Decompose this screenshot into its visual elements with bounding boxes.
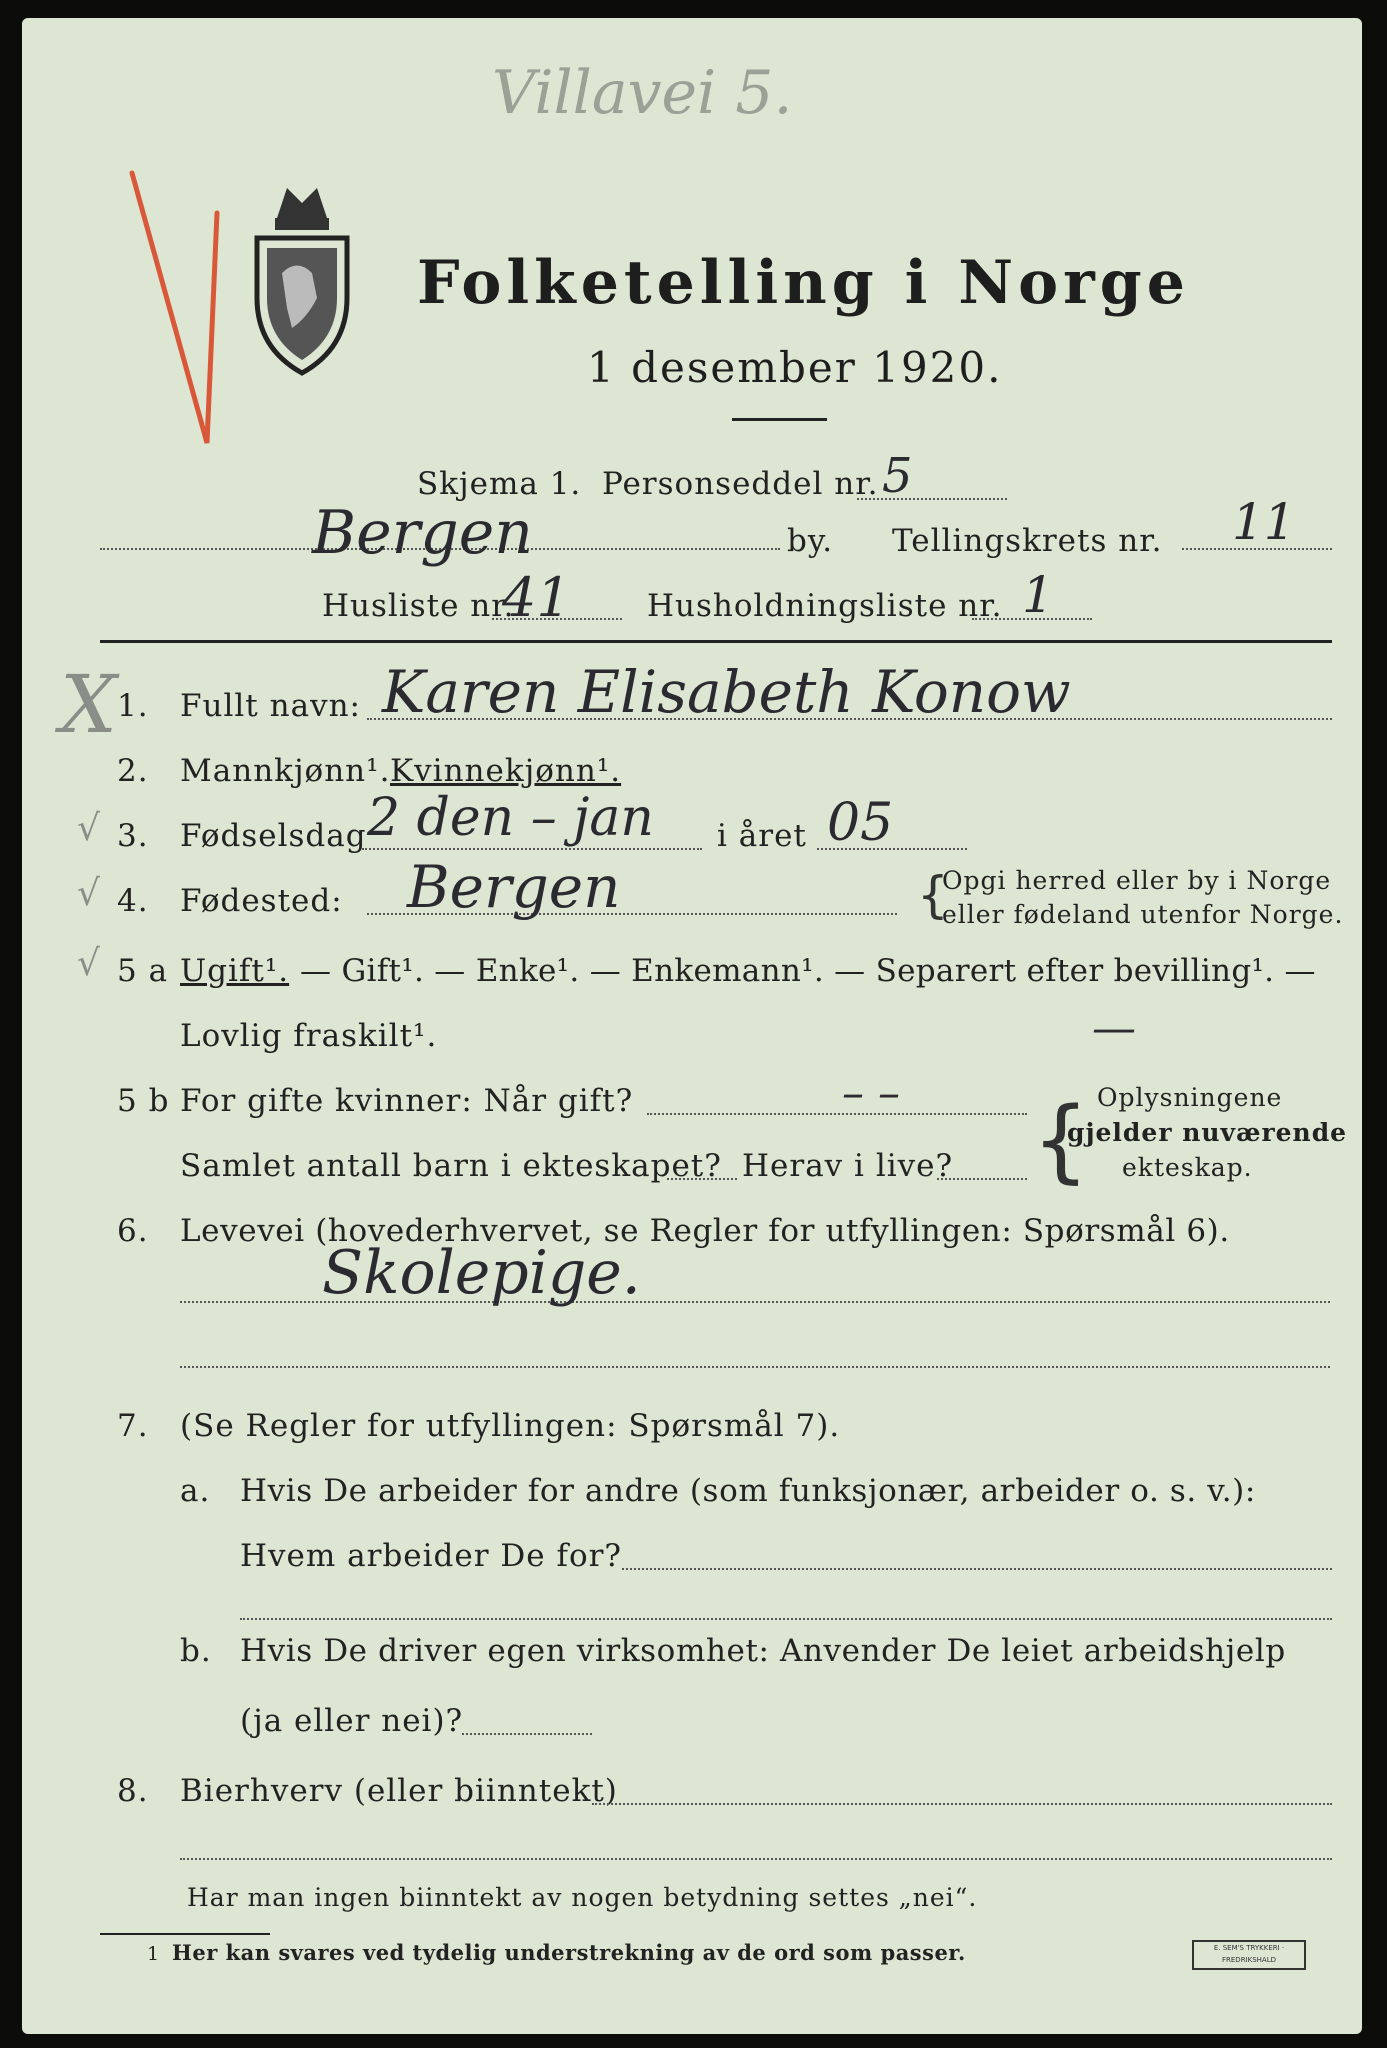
help-line xyxy=(462,1733,592,1735)
ugift-option-underlined[interactable]: Ugift¹. xyxy=(180,953,290,989)
q7b-text: Hvis De driver egen virksomhet: Anvender De leiet arbeidshjelp xyxy=(240,1633,1286,1669)
address-annotation: Villavei 5. xyxy=(492,58,793,128)
q5b-label-1: For gifte kvinner: Når gift? xyxy=(180,1083,634,1119)
q7a-text: Hvis De arbeider for andre (som funksjonær, arbeider o. s. v.): xyxy=(240,1473,1256,1509)
title-divider xyxy=(732,418,827,421)
personseddel-value[interactable]: 5 xyxy=(882,448,913,504)
footer-note: Har man ingen biinntekt av nogen betydning settes „nei“. xyxy=(187,1883,978,1912)
q7b-question: (ja eller nei)? xyxy=(240,1703,464,1739)
occupation-line-2 xyxy=(180,1366,1330,1368)
footnote-text: Her kan svares ved tydelig understrekning av de ord som passer. xyxy=(172,1940,966,1965)
year-label: i året xyxy=(717,818,807,854)
employer-line-1 xyxy=(622,1568,1332,1570)
birthplace-value[interactable]: Bergen xyxy=(407,853,621,921)
q7a-question: Hvem arbeider De for? xyxy=(240,1538,623,1574)
q3-label: Fødselsdag xyxy=(180,818,367,854)
q5b-note-1: Oplysningene xyxy=(1097,1083,1283,1112)
q7b-letter: b. xyxy=(180,1633,212,1669)
alive-line xyxy=(937,1178,1027,1180)
husliste-label: Husliste nr. xyxy=(322,588,515,624)
q7-number: 7. xyxy=(117,1408,149,1444)
full-name-value[interactable]: Karen Elisabeth Konow xyxy=(382,658,1071,726)
header-rule xyxy=(100,640,1332,643)
q5b-brace: { xyxy=(1032,1088,1090,1193)
married-when-value[interactable]: – – xyxy=(842,1068,900,1119)
q5b-number: 5 b xyxy=(117,1083,170,1119)
occupation-value[interactable]: Skolepige. xyxy=(322,1238,641,1308)
marital-options[interactable]: — Gift¹. — Enke¹. — Enkemann¹. — Separert efter bevilling¹. — xyxy=(300,953,1316,989)
census-form xyxy=(22,18,1362,2034)
q5b-note-2: gjelder nuværende xyxy=(1067,1118,1348,1147)
q2-number: 2. xyxy=(117,753,149,789)
personseddel-line xyxy=(857,498,1007,500)
tellingskrets-value[interactable]: 11 xyxy=(1232,493,1296,551)
female-option-underlined[interactable]: Kvinnekjønn¹. xyxy=(390,753,622,789)
q4-note-2: eller fødeland utenfor Norge. xyxy=(942,900,1344,929)
q3-check-icon: √ xyxy=(77,808,100,849)
q5b-label-2: Samlet antall barn i ekteskapet? xyxy=(180,1148,722,1184)
skjema-label: Skjema 1. xyxy=(417,466,582,502)
q5b-label-3: Herav i live? xyxy=(742,1148,954,1184)
q8-number: 8. xyxy=(117,1773,149,1809)
printer-stamp: E. SEM'S TRYKKERI · FREDRIKSHALD xyxy=(1192,1940,1306,1970)
employer-line-2 xyxy=(240,1618,1332,1620)
personseddel-label: Personseddel nr. xyxy=(602,466,879,502)
side-income-line-1 xyxy=(592,1803,1332,1805)
footnote-number: 1 xyxy=(147,1943,161,1965)
birthday-value[interactable]: 2 den – jan xyxy=(367,788,654,848)
husholdning-value[interactable]: 1 xyxy=(1022,566,1054,624)
q6-label: Levevei (hovederhvervet, se Regler for utfyllingen: Spørsmål 6). xyxy=(180,1213,1230,1249)
birth-year-value[interactable]: 05 xyxy=(827,793,894,853)
q5a-number: 5 a xyxy=(117,953,169,989)
q3-number: 3. xyxy=(117,818,149,854)
children-line xyxy=(667,1178,737,1180)
tellingskrets-label: Tellingskrets nr. xyxy=(892,523,1163,559)
q1-number: 1. xyxy=(117,688,149,724)
q4-note-1: Opgi herred eller by i Norge xyxy=(942,866,1332,895)
q5b-note-3: ekteskap. xyxy=(1122,1153,1253,1182)
city-value[interactable]: Bergen xyxy=(312,498,533,568)
q6-number: 6. xyxy=(117,1213,149,1249)
q8-label: Bierhverv (eller biinntekt) xyxy=(180,1773,618,1809)
q4-check-icon: √ xyxy=(77,873,100,914)
q4-brace: { xyxy=(917,866,949,924)
coat-of-arms-icon xyxy=(247,178,357,378)
birthday-line xyxy=(362,848,702,850)
q1-label: Fullt navn: xyxy=(180,688,361,724)
by-label: by. xyxy=(787,523,834,559)
married-when-line xyxy=(647,1113,1027,1115)
marital-mark: — xyxy=(1092,1003,1136,1054)
form-title: Folketelling i Norge xyxy=(417,248,1190,318)
q7a-letter: a. xyxy=(180,1473,211,1509)
q7-label: (Se Regler for utfyllingen: Spørsmål 7). xyxy=(180,1408,841,1444)
q4-number: 4. xyxy=(117,883,149,919)
form-date: 1 desember 1920. xyxy=(587,343,1003,392)
footnote-rule xyxy=(100,1933,270,1935)
male-option[interactable]: Mannkjønn¹. xyxy=(180,753,391,789)
red-check-mark-icon xyxy=(122,153,242,453)
side-income-line-2 xyxy=(180,1858,1332,1860)
q5a-check-icon: √ xyxy=(77,943,100,984)
husholdning-label: Husholdningsliste nr. xyxy=(647,588,1003,624)
q1-margin-x-icon: X xyxy=(60,658,117,751)
q4-label: Fødested: xyxy=(180,883,343,919)
fraskilt-option[interactable]: Lovlig fraskilt¹. xyxy=(180,1018,438,1054)
husliste-value[interactable]: 41 xyxy=(502,566,571,629)
